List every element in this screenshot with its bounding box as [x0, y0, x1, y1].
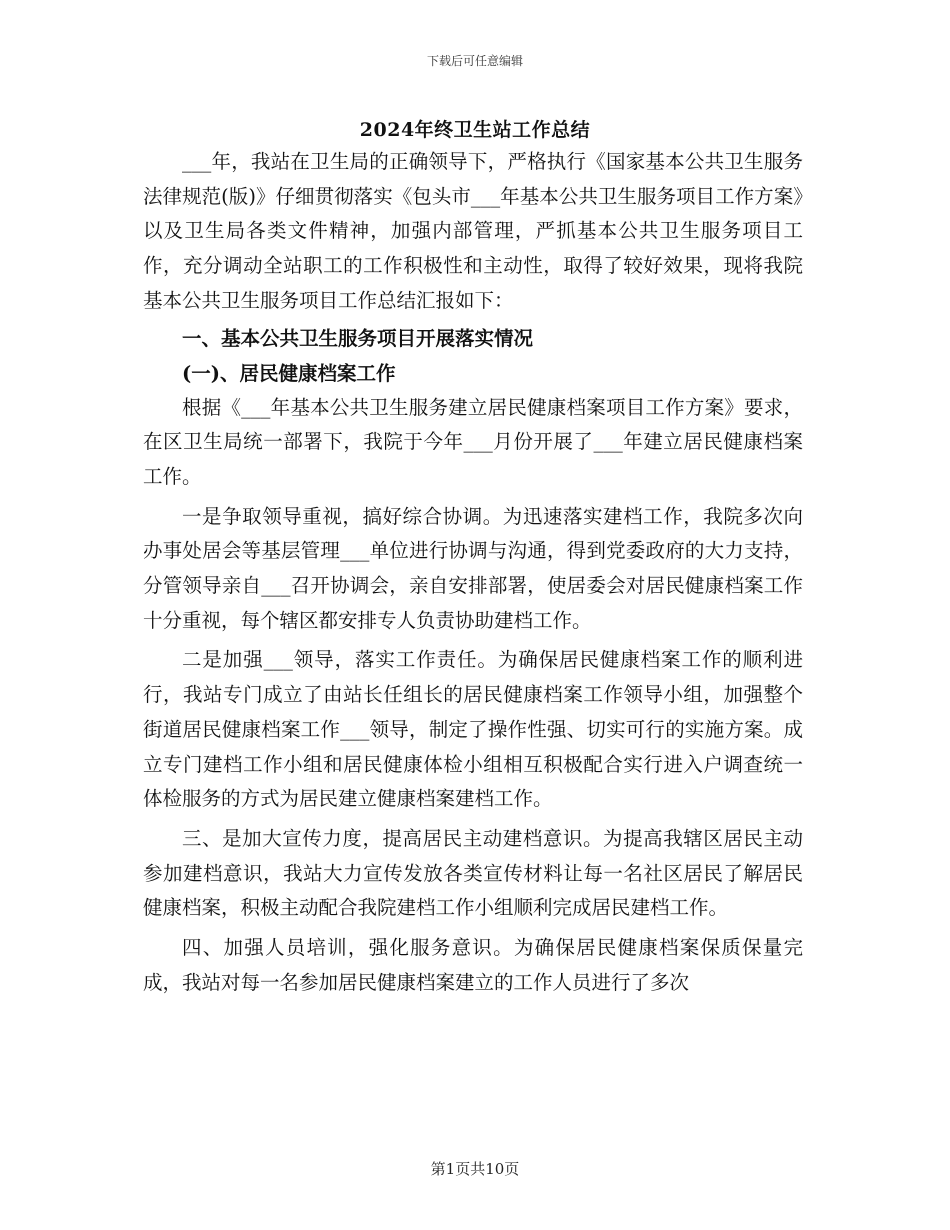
paragraph-5: 四、加强人员培训，强化服务意识。为确保居民健康档案保质保量完成，我站对每一名参加居民健康档案建立的工作人员进行了多次	[143, 936, 803, 994]
paragraph-2: 一是争取领导重视，搞好综合协调。为迅速落实建档工作，我院多次向办事处居会等基层管理___单位进行协调与沟通，得到党委政府的大力支持，分管领导亲自___召开协调会，亲自安排部署，使居委会对居民健康档案工作十分重视，每个辖区都安排专人负责协助建档工作。	[143, 504, 803, 632]
document-body	[143, 145, 803, 1000]
paragraph-4: 三、是加大宣传力度，提高居民主动建档意识。为提高我辖区居民主动参加建档意识，我站大力宣传发放各类宣传材料让每一名社区居民了解居民健康档案，积极主动配合我院建档工作小组顺利完成居民建档工作。	[143, 826, 803, 920]
page-footer: 第1页共10页	[430, 1160, 520, 1178]
header-note: 下载后可任意编辑	[426, 54, 523, 68]
paragraph-intro: ___年，我站在卫生局的正确领导下，严格执行《国家基本公共卫生服务法律规范(版)》仔细贯彻落实《包头市___年基本公共卫生服务项目工作方案》以及卫生局各类文件精神，加强内部管理，严抓基本公共卫生服务项目工作，充分调动全站职工的工作积极性和主动性，取得了较好效果，现将我院基本公共卫生服务项目工作总结汇报如下：	[143, 150, 803, 312]
section-heading-1: 一、基本公共卫生服务项目开展落实情况	[182, 326, 534, 350]
paragraph-3: 二是加强___领导，落实工作责任。为确保居民健康档案工作的顺利进行，我站专门成立了由站长任组长的居民健康档案工作领导小组，加强整个街道居民健康档案工作___领导，制定了操作性强、切实可行的实施方案。成立专门建档工作小组和居民健康体检小组相互积极配合实行进入户调查统一体检服务的方式为居民建立健康档案建档工作。	[143, 648, 803, 811]
section-heading-2: (一)、居民健康档案工作	[182, 361, 396, 385]
paragraph-1: 根据《___年基本公共卫生服务建立居民健康档案项目工作方案》要求，在区卫生局统一部署下，我院于今年___月份开展了___年建立居民健康档案工作。	[143, 395, 803, 488]
document-title: 2024年终卫生站工作总结	[359, 119, 591, 141]
